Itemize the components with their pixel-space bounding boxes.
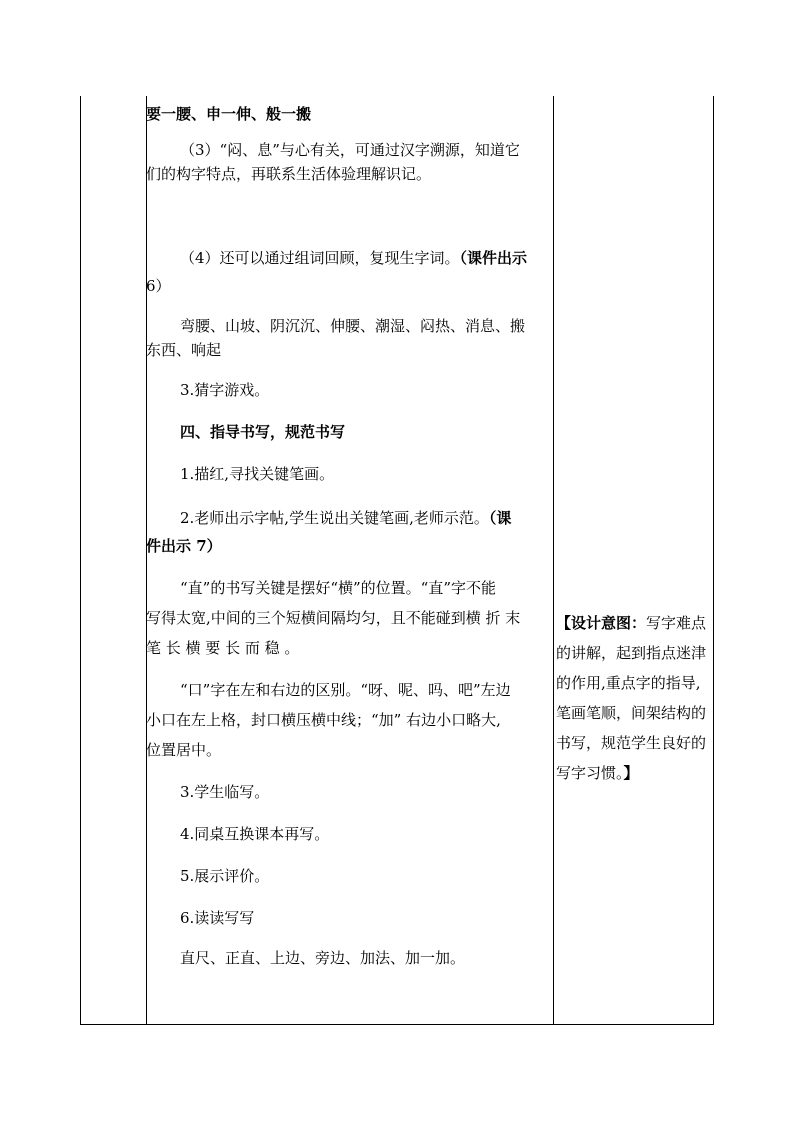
design-intent-line: 书写，规范学生良好的 xyxy=(556,734,707,752)
paragraph-line: 笔 长 横 要 长 而 稳 。 xyxy=(146,639,300,657)
courseware-note: （课件出示 xyxy=(459,249,528,267)
table-bottom-border xyxy=(80,1024,714,1025)
table-left-border xyxy=(80,96,81,1025)
lesson-content-cell xyxy=(146,96,553,1024)
paragraph-line: “口”字在左和右边的区别。“呀、呢、吗、吧”左边 xyxy=(180,681,511,699)
section-heading: 四、指导书写，规范书写 xyxy=(180,423,346,441)
design-intent-cell xyxy=(554,96,713,1024)
text-span: 写字习惯。 xyxy=(556,764,624,782)
design-intent-label: 【设计意图： xyxy=(556,614,647,632)
paragraph-line: “直”的书写关键是摆好“横”的位置。“直”字不能 xyxy=(180,579,497,597)
design-intent-line: 的作用,重点字的指导, xyxy=(556,674,701,692)
step-item: 1.描红,寻找关键笔画。 xyxy=(180,465,335,483)
text-span: 2.老师出示字帖,学生说出关键笔画,老师示范。 xyxy=(180,509,489,527)
courseware-note: （课 xyxy=(488,509,512,527)
paragraph-line: 6） xyxy=(146,277,171,295)
paragraph-line: 写得太宽,中间的三个短横间隔均匀，且不能碰到横 折 末 xyxy=(146,609,521,627)
design-intent-line xyxy=(556,761,639,785)
design-intent-line: 笔画笔顺，间架结构的 xyxy=(556,704,707,722)
text-span: （4）还可以通过组词回顾，复现生字词。 xyxy=(180,249,460,267)
table-right-border xyxy=(713,96,714,1025)
design-intent-line xyxy=(556,611,706,635)
courseware-note-line: 件出示 7） xyxy=(146,537,222,555)
step-item: 3.猜字游戏。 xyxy=(180,381,270,399)
step-item xyxy=(180,506,511,530)
vocabulary-line: 直尺、正直、上边、旁边、加法、加一加。 xyxy=(180,949,466,967)
paragraph-line: 位置居中。 xyxy=(146,741,222,759)
step-item: 4.同桌互换课本再写。 xyxy=(180,825,330,843)
word-pairs-line: 要一腰、申一伸、般一搬 xyxy=(146,105,312,123)
design-intent-line: 的讲解，起到指点迷津 xyxy=(556,644,707,662)
paragraph-line: （3）“闷、息”与心有关，可通过汉字溯源，知道它 xyxy=(180,141,520,159)
paragraph-line xyxy=(180,246,527,270)
vocabulary-line: 弯腰、山坡、阴沉沉、伸腰、潮湿、闷热、消息、搬 xyxy=(180,317,526,335)
step-item: 5.展示评价。 xyxy=(180,867,270,885)
step-item: 6.读读写写 xyxy=(180,909,255,927)
closing-bracket: 】 xyxy=(623,764,639,782)
paragraph-line: 们的构字特点，再联系生活体验理解识记。 xyxy=(146,165,432,183)
step-item: 3.学生临写。 xyxy=(180,783,270,801)
vocabulary-line: 东西、响起 xyxy=(146,341,222,359)
paragraph-line: 小口在左上格，封口横压横中线；“加” 右边小口略大, xyxy=(146,711,501,729)
text-span: 写字难点 xyxy=(646,614,707,632)
